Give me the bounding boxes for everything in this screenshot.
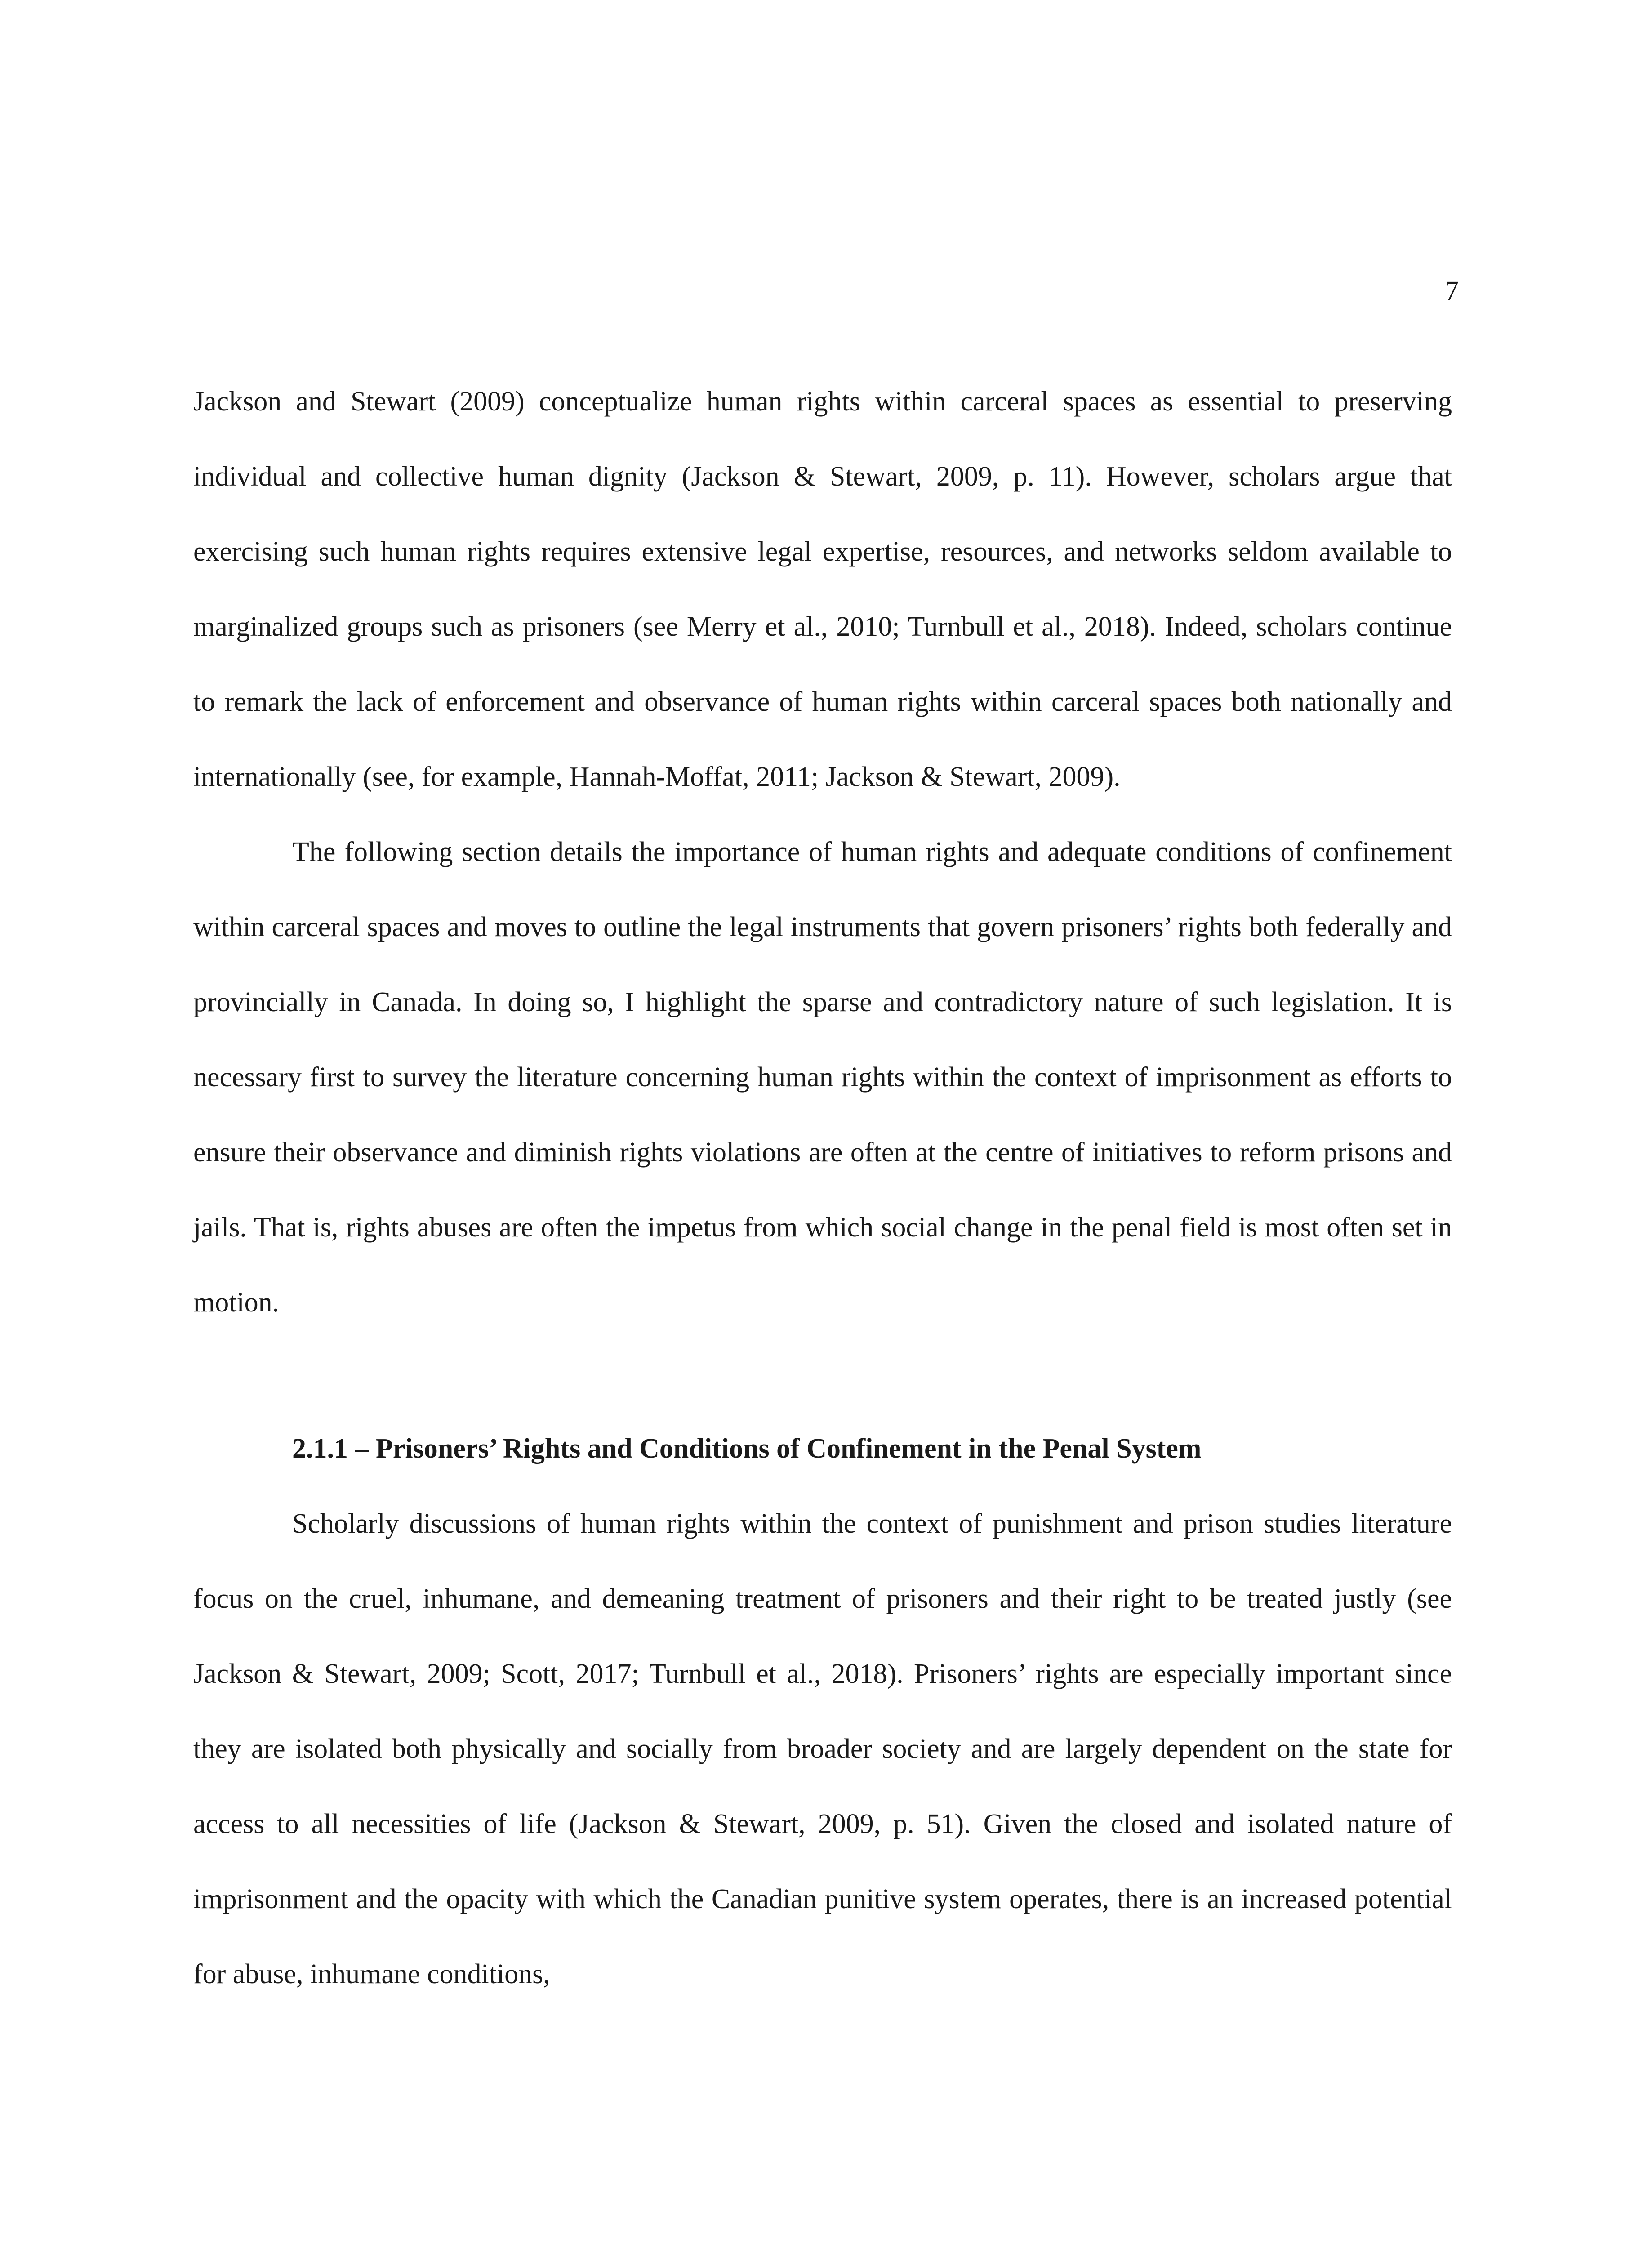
paragraph-2: The following section details the importance of human rights and adequate conditions of confinement within carceral spaces and moves to outline the legal instruments that govern prisoners’ rights both federally and provincially in Canada. In doing so, I highlight the sparse and contradictory nature of such legislation. It is necessary first to survey the literature concerning human rights within the context of imprisonment as efforts to ensure their observance and diminish rights violations are often at the centre of initiatives to reform prisons and jails. That is, rights abuses are often the impetus from which social change in the penal field is most often set in motion. bbox=[193, 837, 1452, 1318]
paragraph-1: Jackson and Stewart (2009) conceptualize human rights within carceral spaces as essential to preserving individual and collective human dignity (Jackson & Stewart, 2009, p. 11). However, scholars argue that exercising such human rights requires extensive legal expertise, resources, and networks seldom available to marginalized groups such as prisoners (see Merry et al., 2010; Turnbull et al., 2018). Indeed, scholars continue to remark the lack of enforcement and observance of human rights within carceral spaces both nationally and internationally (see, for example, Hannah-Moffat, 2011; Jackson & Stewart, 2009). bbox=[193, 386, 1452, 792]
section-heading: 2.1.1 – Prisoners’ Rights and Conditions of Confinement in the Penal System bbox=[292, 1433, 1202, 1464]
body-text bbox=[193, 364, 1452, 2012]
page-number: 7 bbox=[1445, 276, 1459, 307]
paragraph-3: Scholarly discussions of human rights within the context of punishment and prison studies literature focus on the cruel, inhumane, and demeaning treatment of prisoners and their right to be treated justly (see Jackson & Stewart, 2009; Scott, 2017; Turnbull et al., 2018). Prisoners’ rights are especially important since they are isolated both physically and socially from broader society and are largely dependent on the state for access to all necessities of life (Jackson & Stewart, 2009, p. 51). Given the closed and isolated nature of imprisonment and the opacity with which the Canadian punitive system operates, there is an increased potential for abuse, inhumane conditions, bbox=[193, 1508, 1452, 1989]
